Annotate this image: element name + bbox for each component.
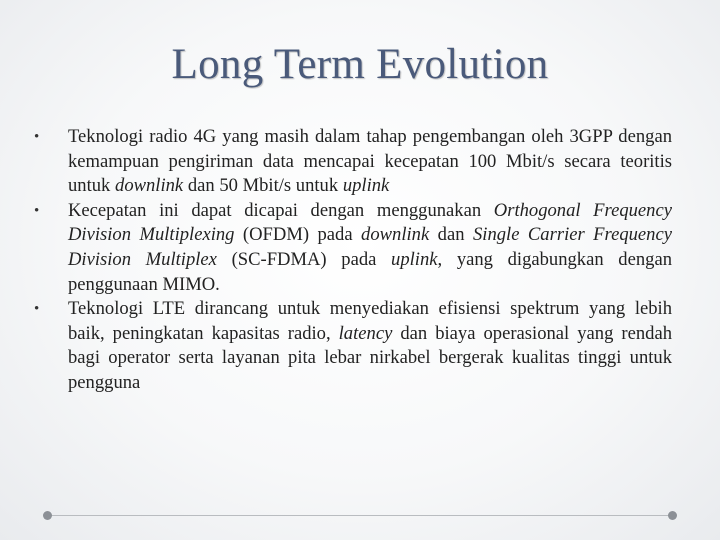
bullet-1-italic-1: downlink [115,175,184,197]
bullet-3-italic-1: latency [338,322,393,344]
bullet-item-1 [34,125,672,199]
bullet-list [34,125,672,396]
bullet-1-text-1: Teknologi radio 4G yang masih dalam tahap pengembangan oleh 3GPP dengan kemampuan pengiriman data mencapai kecepatan 100 Mbit/s secara teoritis untuk [68,126,672,197]
bullet-2-text-5: , yang digabungkan dengan penggunaan MIMO. [68,248,672,295]
bullet-2-text-1: Kecepatan ini dapat dicapai dengan menggunakan [68,199,494,221]
bullet-3-text-1: Teknologi LTE dirancang untuk menyediakan efisiensi spektrum yang lebih baik, peningkatan kapasitas radio, [68,298,672,344]
bullet-icon: • [34,129,40,145]
bullet-1-italic-2: uplink [342,175,390,197]
bullet-2-text-3: dan [429,224,473,246]
bullet-item-3 [34,297,672,395]
bullet-2-italic-3: Single Carrier Frequency Division Multiplex [68,224,672,270]
bullet-item-2 [34,199,672,297]
bullet-icon: • [34,202,40,219]
frame-dot-right-icon [668,511,677,520]
bullet-icon: • [34,301,40,318]
bullet-1-text-2: dan 50 Mbit/s untuk [183,175,343,197]
bullet-2-text-4: (SC-FDMA) pada [216,248,392,270]
frame-divider [47,515,673,516]
bullet-2-italic-4: uplink [391,248,438,270]
bullet-3-text-2: dan biaya operasional yang rendah bagi operator serta layanan pita lebar nirkabel bergerak kualitas tinggi untuk pengguna [68,322,672,393]
frame-dot-left-icon [43,511,52,520]
bullet-2-text-2: (OFDM) pada [234,224,362,246]
slide-title: Long Term Evolution [171,41,549,88]
bullet-2-italic-1: Orthogonal Frequency Division Multiplexing [68,199,672,246]
bullet-2-italic-2: downlink [361,224,430,246]
